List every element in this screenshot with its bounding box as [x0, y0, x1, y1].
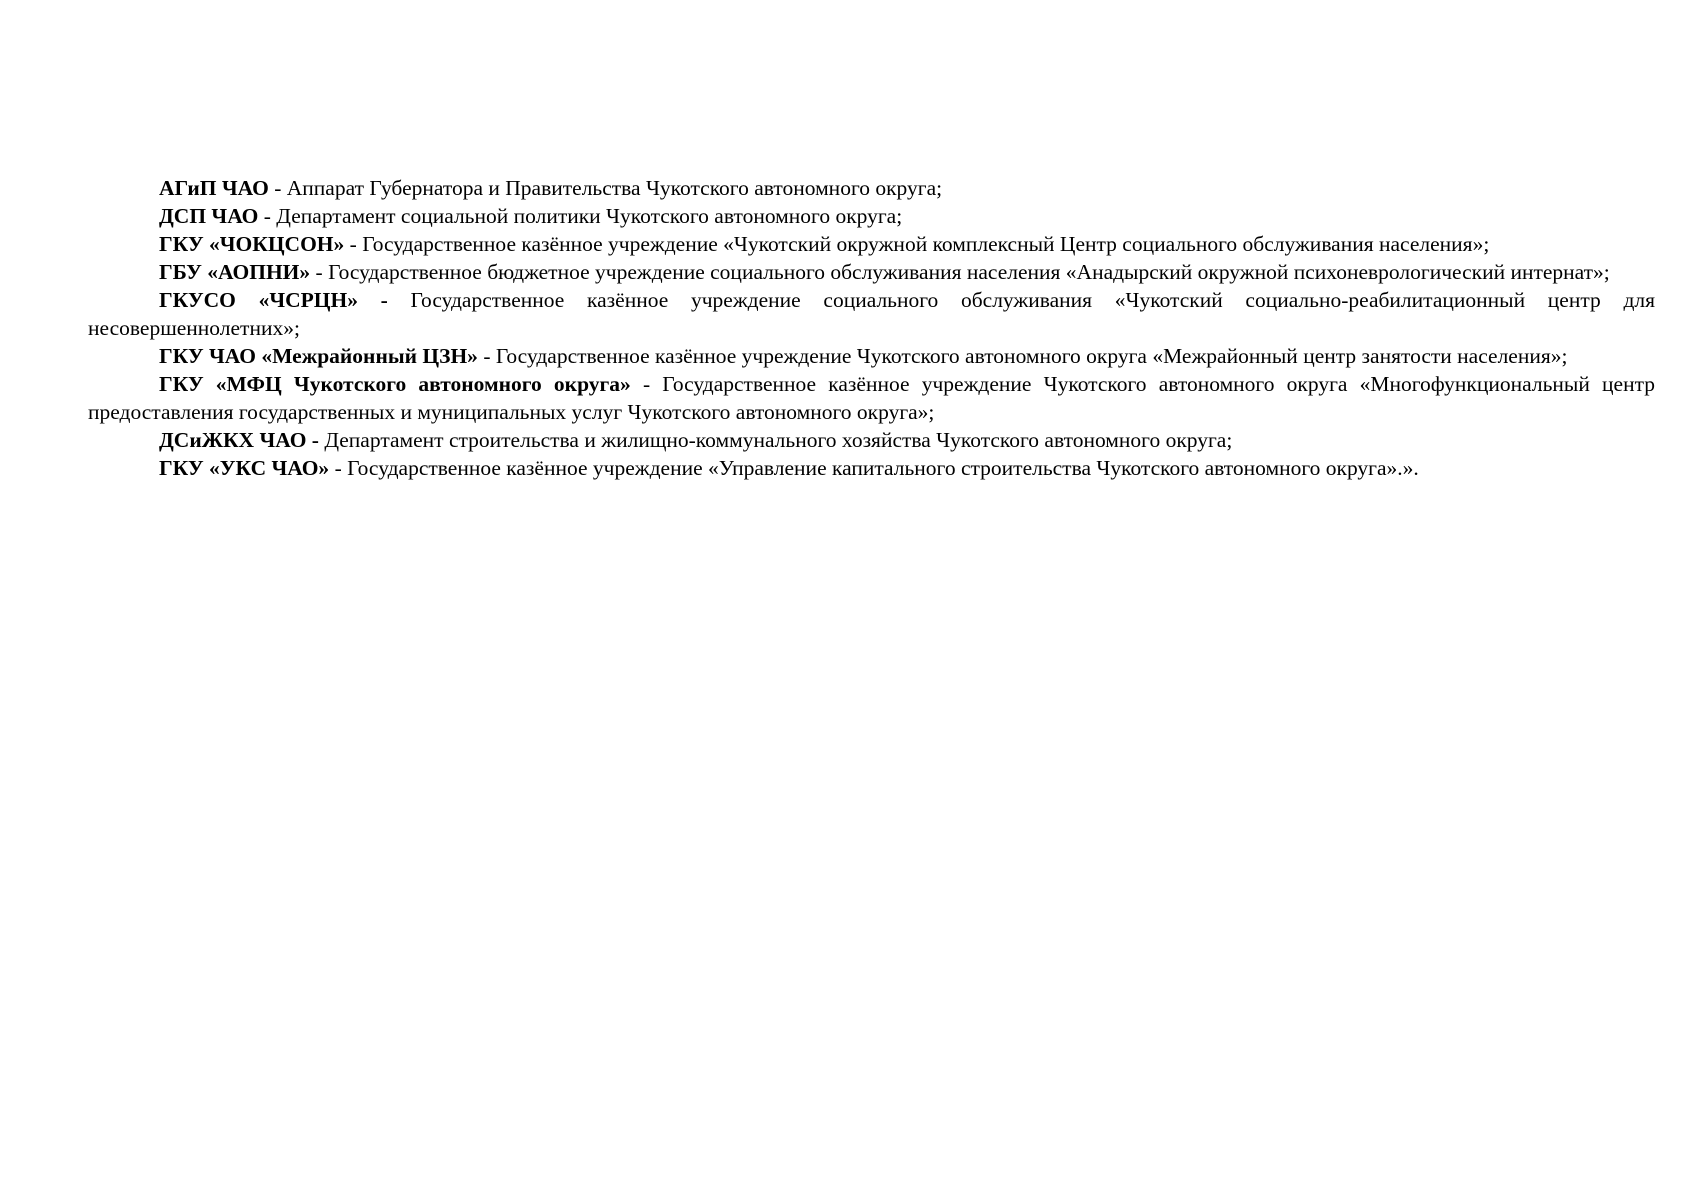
abbreviation-separator [388, 288, 411, 312]
abbreviation-definition: Департамент социальной политики Чукотского автономного округа; [276, 204, 903, 228]
abbreviation-separator: - [477, 344, 496, 368]
abbreviation-item [88, 426, 1655, 454]
abbreviation-separator: - [258, 204, 277, 228]
abbreviations-list [88, 174, 1655, 482]
abbreviation-term: ГКУСО «ЧСРЦН» - [159, 288, 388, 312]
abbreviation-definition: Государственное казённое учреждение Чукотского автономного округа «Межрайонный центр занятости населения»; [495, 344, 1568, 368]
abbreviation-definition: Государственное бюджетное учреждение социального обслуживания населения «Анадырский окружной психоневрологический интернат»; [328, 260, 1610, 284]
abbreviation-item [88, 286, 1655, 342]
abbreviation-definition: Государственное казённое учреждение «Чукотский окружной комплексный Центр социального обслуживания населения»; [362, 232, 1490, 256]
abbreviation-item [88, 454, 1655, 482]
abbreviation-item [88, 342, 1655, 370]
abbreviation-item [88, 174, 1655, 202]
abbreviation-separator: - [344, 232, 363, 256]
abbreviation-term: АГиП ЧАО [159, 176, 269, 200]
abbreviation-term: ДСиЖКХ ЧАО - [159, 428, 319, 452]
abbreviation-separator: - [268, 176, 287, 200]
abbreviation-definition: Государственное казённое учреждение Чукотского автономного округа «Многофункциональный центр предоставления государственных и муниципальных услуг Чукотского автономного округа»; [88, 372, 1655, 424]
abbreviation-item [88, 202, 1655, 230]
abbreviation-item [88, 258, 1655, 286]
abbreviation-separator: - [329, 456, 348, 480]
abbreviation-term: ГКУ «ЧОКЦСОН» [159, 232, 345, 256]
abbreviation-definition: Государственное казённое учреждение «Управление капитального строительства Чукотского автономного округа».». [347, 456, 1419, 480]
abbreviation-item [88, 230, 1655, 258]
abbreviation-definition: Аппарат Губернатора и Правительства Чукотского автономного округа; [286, 176, 943, 200]
abbreviation-definition: Государственное казённое учреждение социального обслуживания «Чукотский социально-реабилитационный центр для несовершеннолетних»; [88, 288, 1656, 340]
abbreviation-definition: Департамент строительства и жилищно-коммунального хозяйства Чукотского автономного округа; [324, 428, 1233, 452]
abbreviation-term: ДСП ЧАО [159, 204, 259, 228]
abbreviation-separator: - [310, 260, 329, 284]
abbreviation-item [88, 370, 1655, 426]
abbreviation-term: ГКУ «МФЦ Чукотского автономного округа» [159, 372, 631, 396]
abbreviation-term: ГКУ «УКС ЧАО» [159, 456, 330, 480]
abbreviation-term: ГКУ ЧАО «Межрайонный ЦЗН» [159, 344, 478, 368]
abbreviation-separator: - [630, 372, 663, 396]
abbreviation-term: ГБУ «АОПНИ» [159, 260, 311, 284]
